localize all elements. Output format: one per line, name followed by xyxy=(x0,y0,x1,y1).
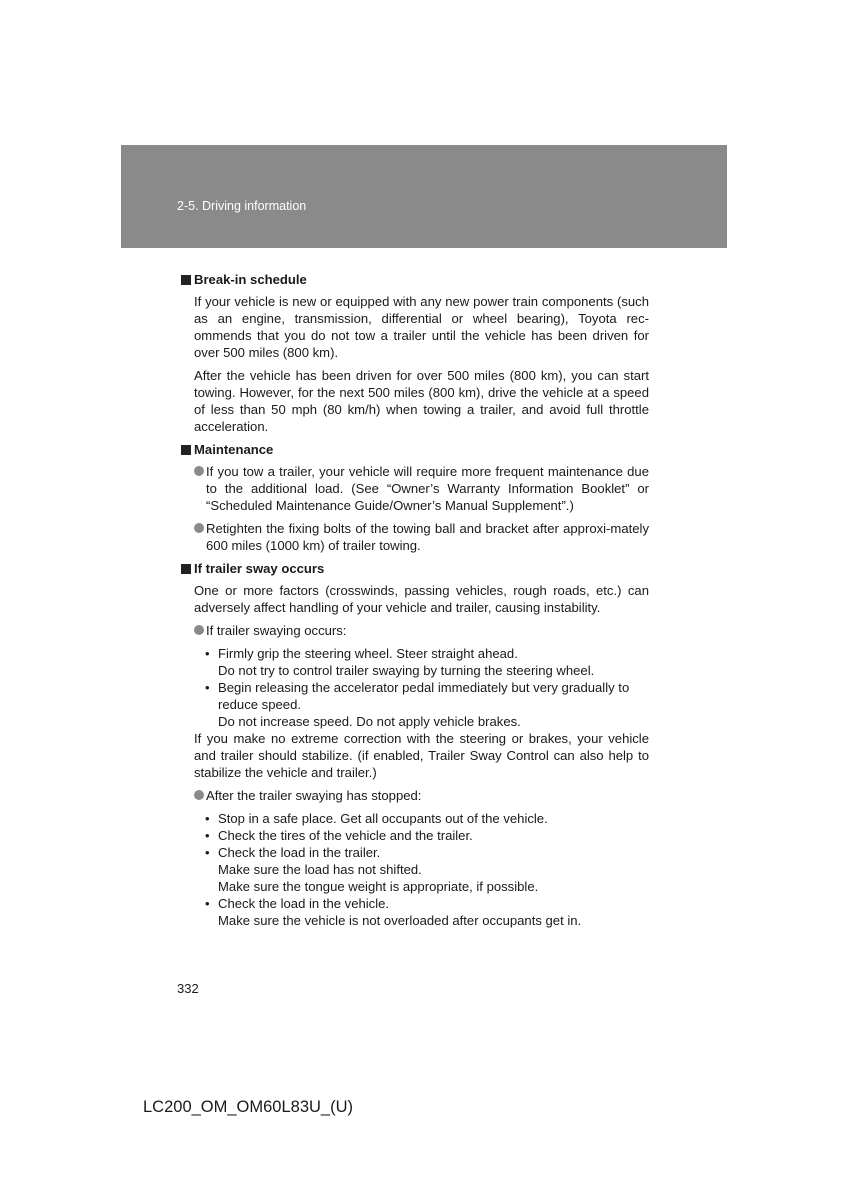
page-number: 332 xyxy=(177,981,199,996)
circle-bullet-icon xyxy=(194,790,204,800)
sway-stopped-label-text: After the trailer swaying has stopped: xyxy=(206,788,422,803)
bullet-mark: • xyxy=(205,680,210,695)
list-item-line: Check the load in the trailer. xyxy=(218,845,381,860)
list-item-line: Check the tires of the vehicle and the trailer. xyxy=(218,828,473,843)
square-bullet-icon xyxy=(181,275,191,285)
break-in-heading xyxy=(181,271,649,288)
sway-heading xyxy=(181,560,649,577)
maintenance-heading-text: Maintenance xyxy=(194,442,274,457)
circle-bullet-icon xyxy=(194,625,204,635)
bullet-mark: • xyxy=(205,845,210,860)
section-label: 2-5. Driving information xyxy=(177,199,307,213)
square-bullet-icon xyxy=(181,564,191,574)
square-bullet-icon xyxy=(181,445,191,455)
maintenance-heading xyxy=(181,441,649,458)
sway-occurs-list xyxy=(205,645,649,730)
bullet-mark: • xyxy=(205,896,210,911)
list-item-line: Firmly grip the steering wheel. Steer straight ahead. xyxy=(218,646,518,661)
sway-stopped-list xyxy=(205,810,649,929)
list-item-line: Begin releasing the accelerator pedal immediately but very gradually to reduce speed. xyxy=(218,680,630,712)
sway-occurs-label xyxy=(194,622,649,639)
page-content xyxy=(181,271,649,929)
section-header-band xyxy=(121,145,727,248)
list-item-line: Do not try to control trailer swaying by turning the steering wheel. xyxy=(218,663,595,678)
bullet-mark: • xyxy=(205,646,210,661)
maintenance-item-1 xyxy=(194,463,649,514)
sway-stopped-label xyxy=(194,787,649,804)
sway-stabilize-paragraph: If you make no extreme correction with the steering or brakes, your vehicle and trailer should stabilize. (if enabled, Trailer Sway Control can also help to stabilize the vehicle and trailer.) xyxy=(194,731,649,780)
list-item-line: Make sure the vehicle is not overloaded after occupants get in. xyxy=(218,913,582,928)
sway-heading-text: If trailer sway occurs xyxy=(194,561,325,576)
sway-occurs-label-text: If trailer swaying occurs: xyxy=(206,623,347,638)
break-in-paragraph-2: After the vehicle has been driven for over 500 miles (800 km), you can start towing. However, for the next 500 miles (800 km), drive the vehicle at a speed of less than 50 mph (80 km/h) when towing a trailer, and avoid full throttle acceleration. xyxy=(194,368,649,434)
bullet-mark: • xyxy=(205,828,210,843)
list-item xyxy=(205,645,649,679)
break-in-heading-text: Break-in schedule xyxy=(194,272,307,287)
list-item-line: Check the load in the vehicle. xyxy=(218,896,390,911)
circle-bullet-icon xyxy=(194,466,204,476)
break-in-paragraph-1: If your vehicle is new or equipped with any new power train components (such as an engine, transmission, differential or wheel bearing), Toyota rec-ommends that you do not tow a trailer until the vehicle has been driven for over 500 miles (800 km). xyxy=(194,294,649,360)
bullet-mark: • xyxy=(205,811,210,826)
list-item-line: Make sure the load has not shifted. xyxy=(218,862,422,877)
maintenance-item-text: Retighten the fixing bolts of the towing ball and bracket after approxi-mately 600 miles (1000 km) of trailer towing. xyxy=(206,521,649,553)
list-item xyxy=(205,895,649,929)
list-item xyxy=(205,844,649,895)
list-item-line: Do not increase speed. Do not apply vehicle brakes. xyxy=(218,714,521,729)
document-code: LC200_OM_OM60L83U_(U) xyxy=(143,1098,354,1116)
circle-bullet-icon xyxy=(194,523,204,533)
list-item-line: Make sure the tongue weight is appropriate, if possible. xyxy=(218,879,539,894)
maintenance-item-text: If you tow a trailer, your vehicle will require more frequent maintenance due to the additional load. (See “Owner’s Warranty Information Booklet” or “Scheduled Maintenance Guide/Owner’s Manual Supplement”.) xyxy=(206,464,649,513)
list-item-line: Stop in a safe place. Get all occupants out of the vehicle. xyxy=(218,811,548,826)
list-item xyxy=(205,679,649,730)
sway-intro: One or more factors (crosswinds, passing vehicles, rough roads, etc.) can adversely affect handling of your vehicle and trailer, causing instability. xyxy=(194,583,649,615)
list-item xyxy=(205,810,649,827)
list-item xyxy=(205,827,649,844)
maintenance-item-2 xyxy=(194,520,649,554)
